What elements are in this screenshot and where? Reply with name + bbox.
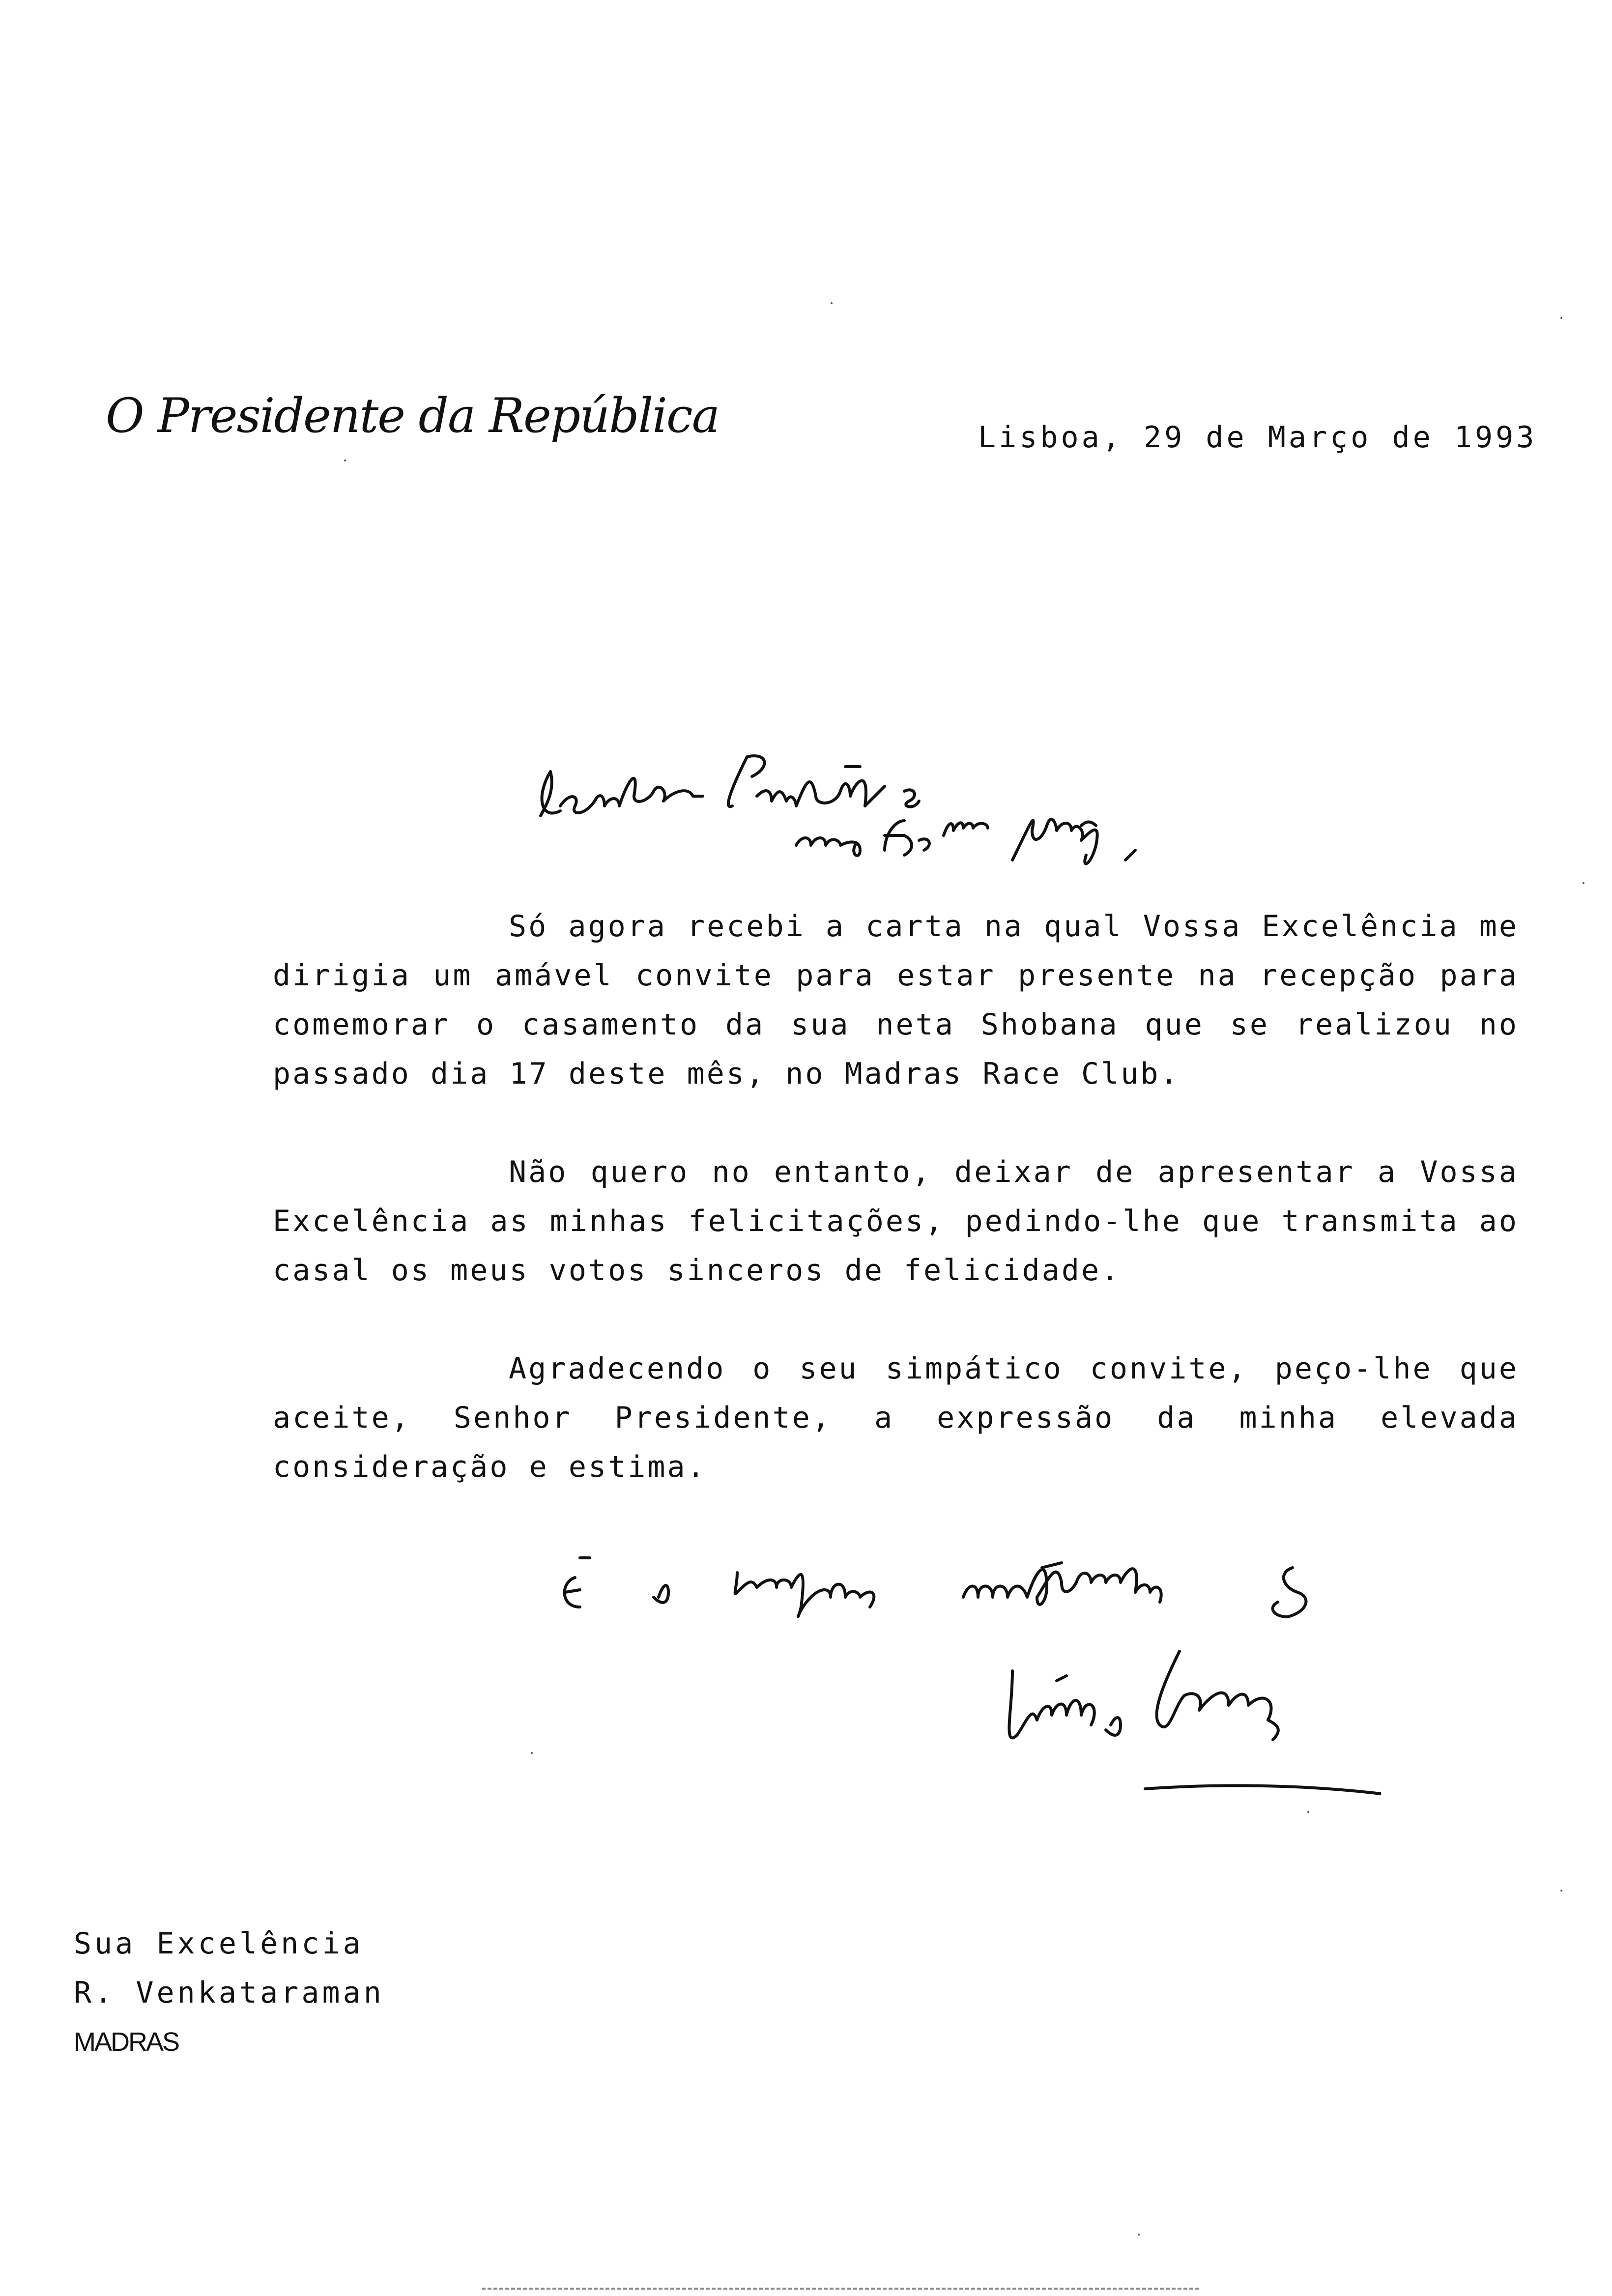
- scan-speck: [1307, 1811, 1309, 1813]
- body-paragraph-2: Não quero no entanto, deixar de apresentar a Vossa Excelência as minhas felicitações, pedindo-lhe que transmita ao casal os meus votos sinceros de felicidade.: [273, 1155, 1519, 1288]
- scan-speck: [831, 302, 833, 304]
- body-paragraph-1: Só agora recebi a carta na qual Vossa Excelência me dirigia um amável convite para estar presente na recepção para comemorar o casamento da sua neta Shobana que se realizou no passado dia 17 deste mês, no Madras Race Club.: [273, 909, 1519, 1091]
- scan-speck: [1560, 1890, 1562, 1892]
- date-line: Lisboa, 29 de Março de 1993: [978, 420, 1537, 455]
- recipient-name: R. Venkataraman: [74, 1976, 384, 2010]
- scan-speck: [344, 459, 346, 461]
- recipient-address: [74, 1919, 384, 2066]
- signature: [998, 1641, 1381, 1804]
- scan-edge-line: [482, 2288, 1199, 2293]
- letter-body: [273, 902, 1519, 1492]
- scan-speck: [1560, 317, 1562, 319]
- recipient-title: Sua Excelência: [74, 1926, 364, 1961]
- scan-speck: [531, 1752, 533, 1754]
- letterhead-title: O Presidente da República: [106, 388, 719, 443]
- body-paragraph-3: Agradecendo o seu simpático convite, peço-lhe que aceite, Senhor Presidente, a expressão da minha elevada consideração e estima.: [273, 1351, 1519, 1484]
- scan-speck: [1583, 882, 1584, 884]
- recipient-city: MADRAS: [74, 2027, 179, 2057]
- scan-speck: [1138, 2234, 1140, 2236]
- handwritten-closing: [555, 1538, 1352, 1622]
- handwritten-salutation: [531, 737, 1268, 885]
